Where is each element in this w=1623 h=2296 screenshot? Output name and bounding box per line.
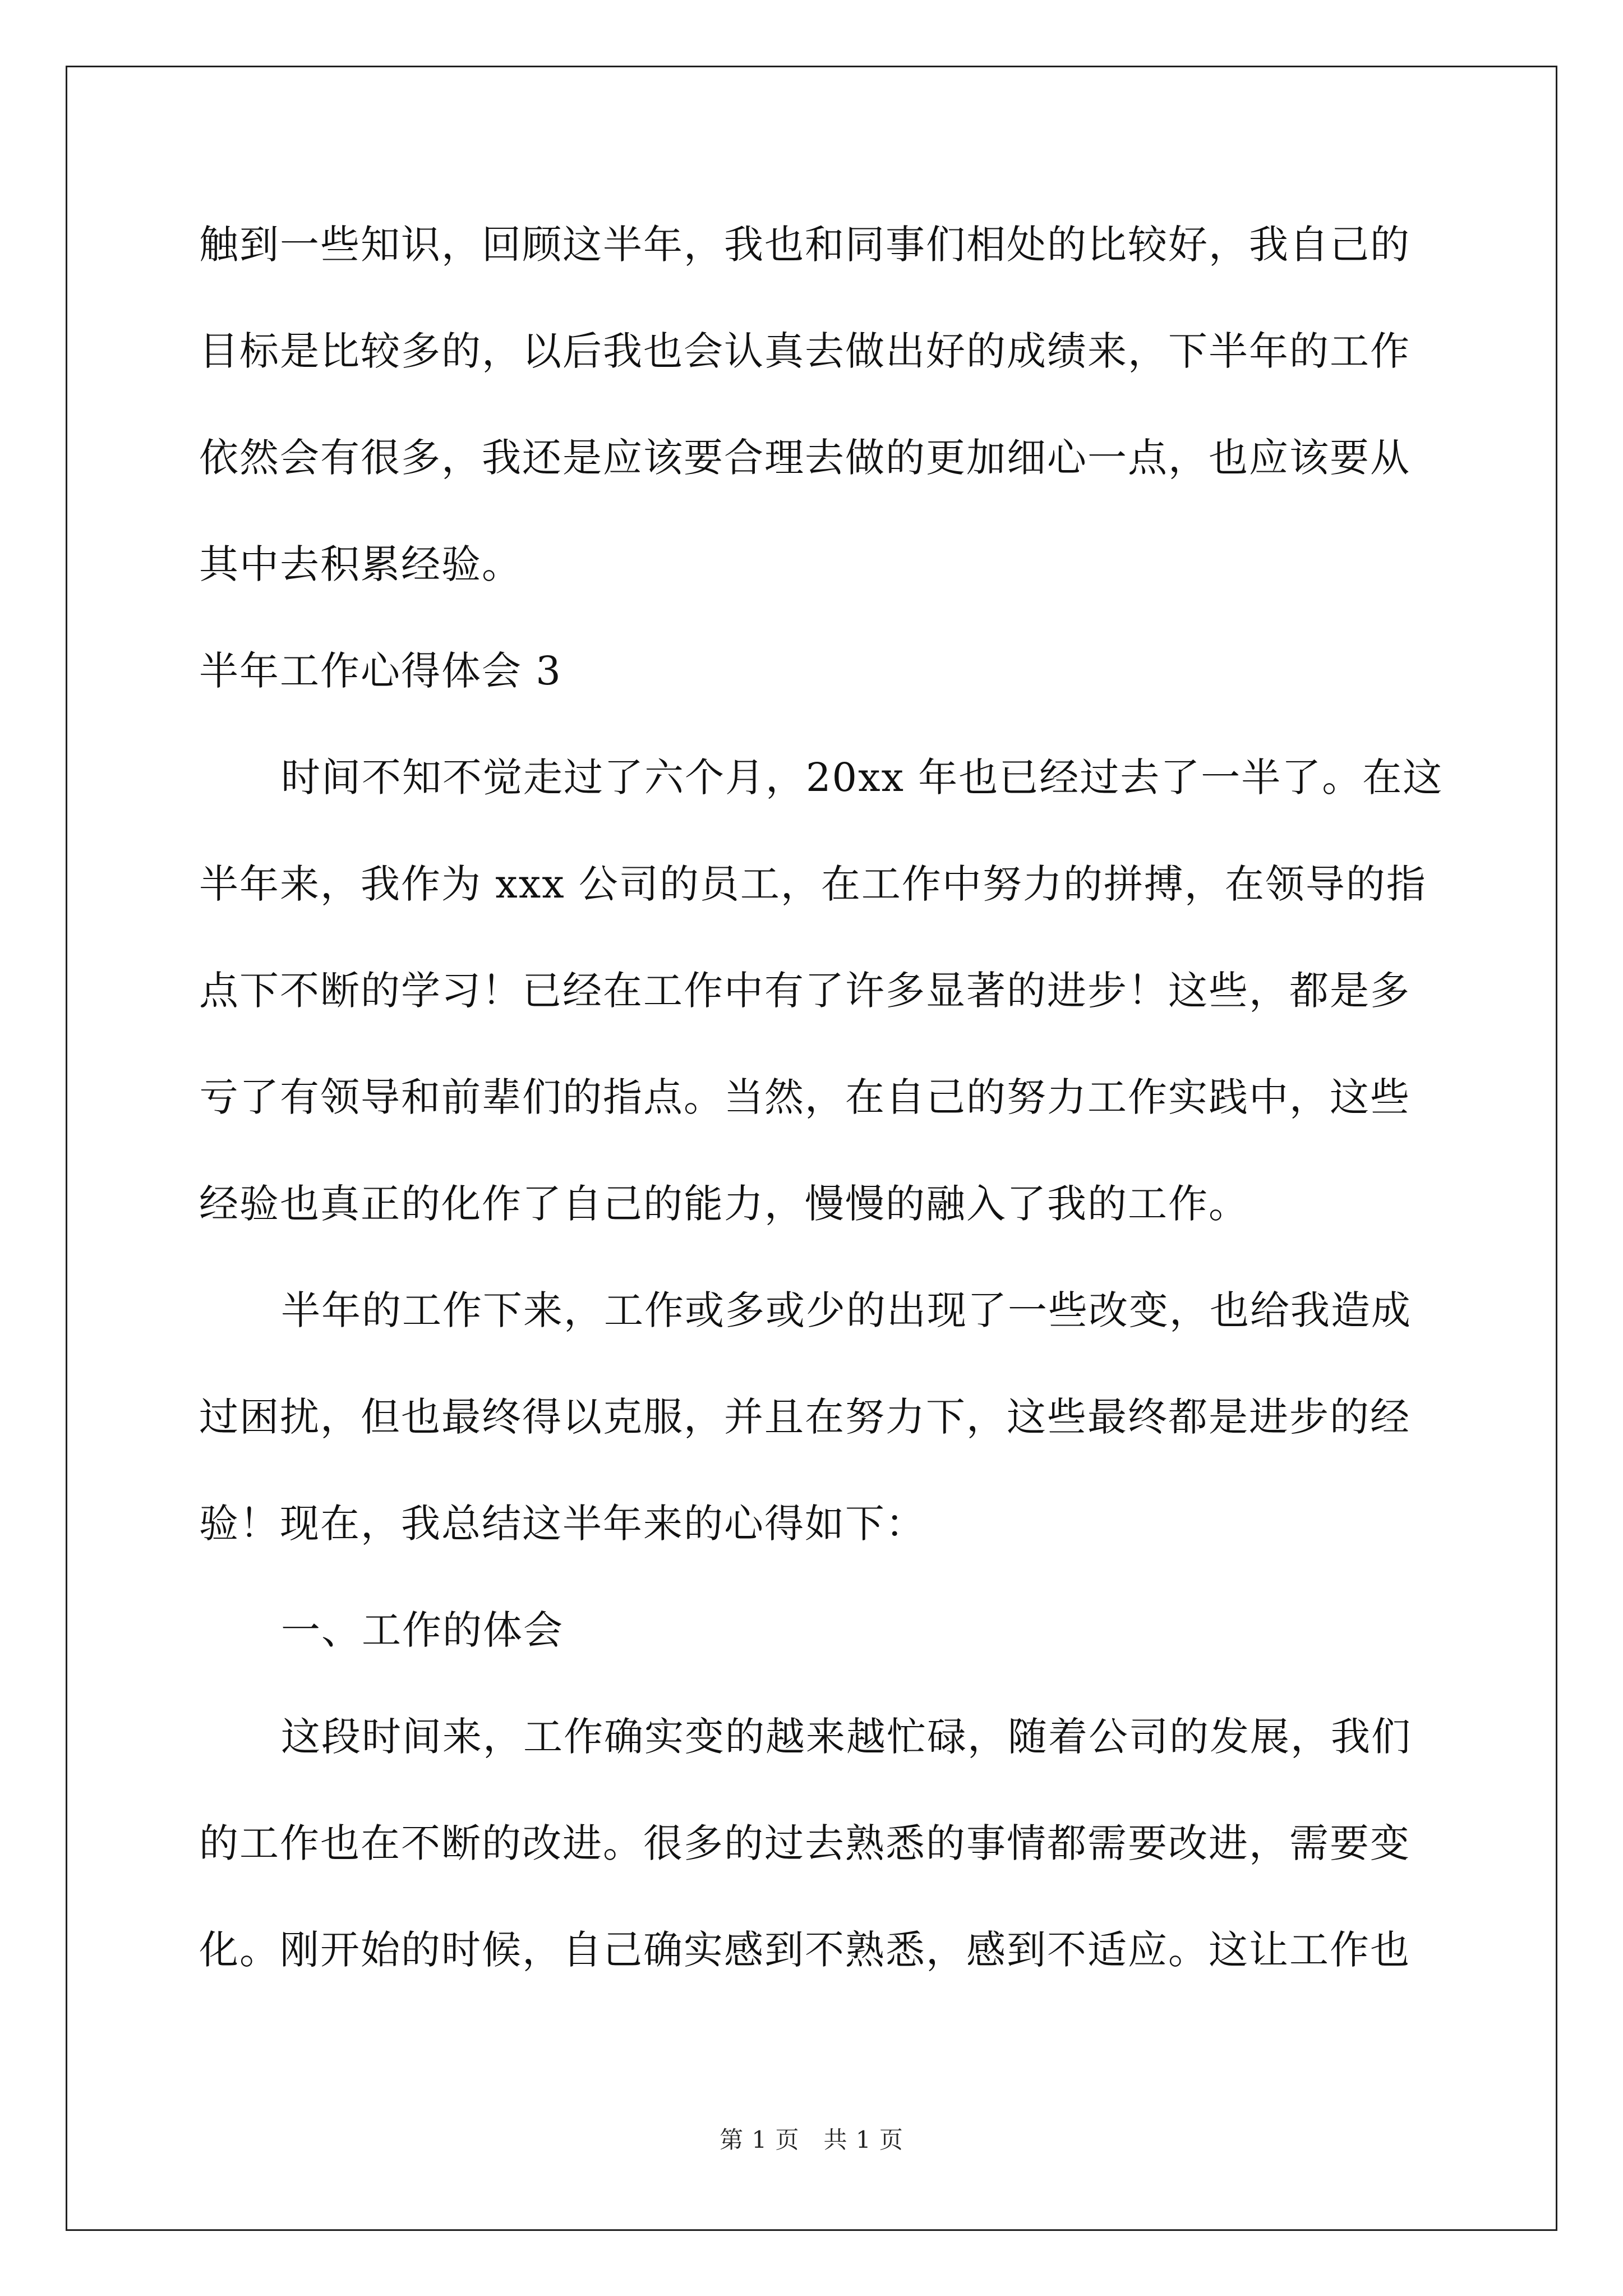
text-line: 经验也真正的化作了自己的能力，慢慢的融入了我的工作。 — [199, 1181, 1249, 1227]
text-line: 时间不知不觉走过了六个月，20xx 年也已经过去了一半了。在这 — [281, 754, 1444, 800]
text-line: 点下不断的学习！已经在工作中有了许多显著的进步！这些，都是多 — [199, 968, 1410, 1014]
text-line: 依然会有很多，我还是应该要合理去做的更加细心一点，也应该要从 — [199, 435, 1410, 481]
text-line: 触到一些知识，回顾这半年，我也和同事们相处的比较好，我自己的 — [199, 222, 1410, 268]
document-body — [199, 218, 1444, 2030]
text-line: 验！现在，我总结这半年来的心得如下： — [199, 1501, 926, 1547]
text-line: 其中去积累经验。 — [199, 541, 522, 587]
text-line: 化。刚开始的时候，自己确实感到不熟悉，感到不适应。这让工作也 — [199, 1927, 1410, 1973]
text-line: 亏了有领导和前辈们的指点。当然，在自己的努力工作实践中，这些 — [199, 1074, 1410, 1120]
text-line: 半年的工作下来，工作或多或少的出现了一些改变，也给我造成 — [281, 1287, 1412, 1333]
text-line: 过困扰，但也最终得以克服，并且在努力下，这些最终都是进步的经 — [199, 1394, 1410, 1440]
text-line: 的工作也在不断的改进。很多的过去熟悉的事情都需要改进，需要变 — [199, 1820, 1410, 1866]
text-line: 目标是比较多的，以后我也会认真去做出好的成绩来，下半年的工作 — [199, 328, 1410, 374]
text-line: 半年来，我作为 xxx 公司的员工，在工作中努力的拼搏，在领导的指 — [199, 861, 1427, 907]
text-line: 半年工作心得体会 3 — [199, 648, 562, 694]
page-footer: 第 1 页 共 1 页 — [720, 2126, 903, 2154]
text-line: 这段时间来，工作确实变的越来越忙碌，随着公司的发展，我们 — [281, 1714, 1412, 1760]
text-line: 一、工作的体会 — [281, 1607, 564, 1653]
